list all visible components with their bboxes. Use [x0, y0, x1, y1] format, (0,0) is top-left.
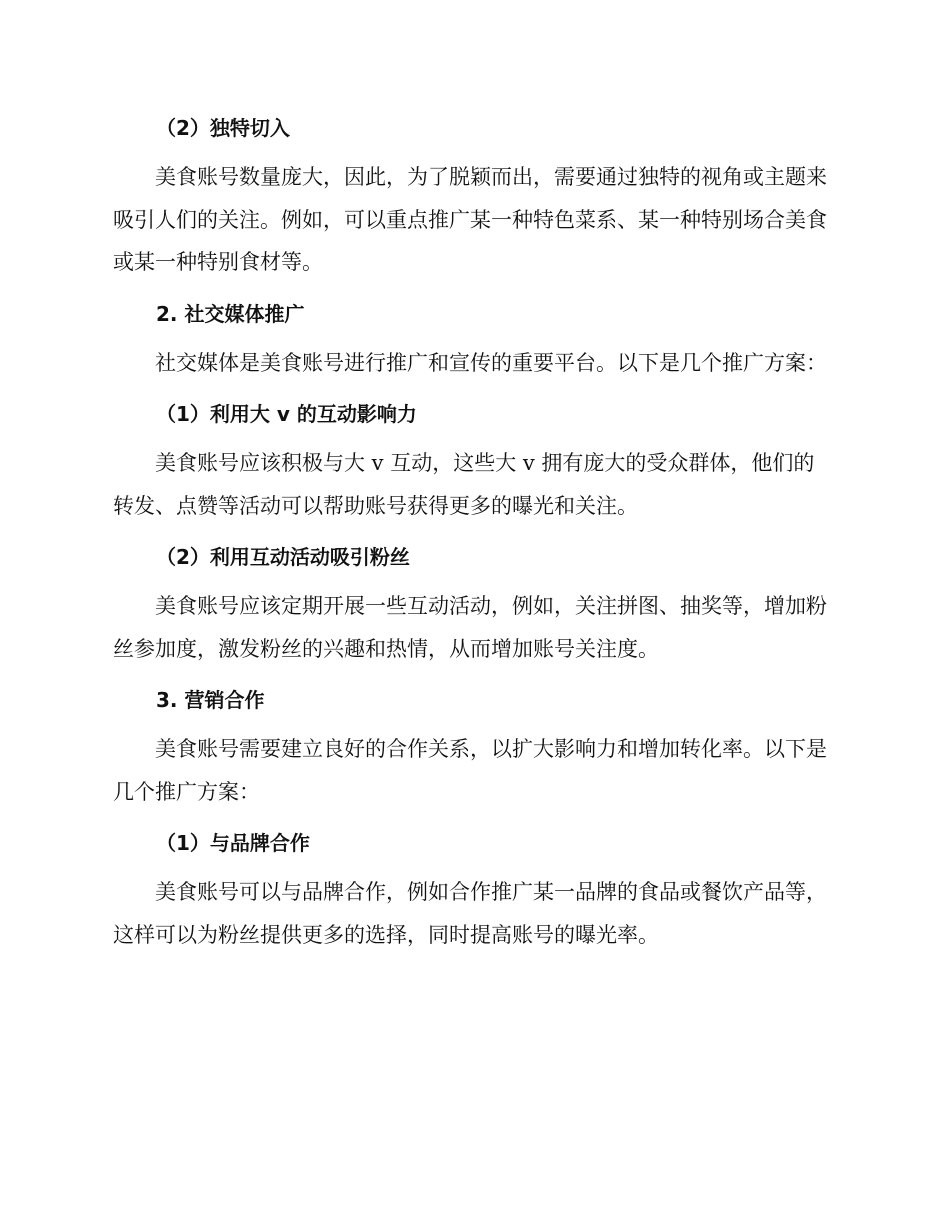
paragraph-brand-cooperation: 美食账号可以与品牌合作，例如合作推广某一品牌的食品或餐饮产品等，这样可以为粉丝提供更多的选择，同时提高账号的曝光率。 [113, 880, 827, 947]
paragraph-unique-angle: 美食账号数量庞大，因此，为了脱颖而出，需要通过独特的视角或主题来吸引人们的关注。例如，可以重点推广某一种特色菜系、某一种特别场合美食或某一种特别食材等。 [113, 165, 827, 274]
section-heading-marketing-cooperation: 3. 营销合作 [156, 688, 265, 712]
paragraph-influencer: 美食账号应该积极与大 v 互动，这些大 v 拥有庞大的受众群体，他们的转发、点赞等活动可以帮助账号获得更多的曝光和关注。 [113, 451, 815, 518]
section-heading-brand-cooperation: （1）与品牌合作 [156, 831, 310, 855]
section-heading-interactive-activities: （2）利用互动活动吸引粉丝 [156, 545, 410, 569]
paragraph-marketing-cooperation: 美食账号需要建立良好的合作关系，以扩大影响力和增加转化率。以下是几个推广方案： [113, 737, 827, 804]
section-heading-social-media: 2. 社交媒体推广 [156, 301, 305, 326]
section-heading-influencer: （1）利用大 v 的互动影响力 [156, 402, 417, 426]
document-body [113, 108, 830, 956]
paragraph-interactive-activities: 美食账号应该定期开展一些互动活动，例如，关注拼图、抽奖等，增加粉丝参加度，激发粉丝的兴趣和热情，从而增加账号关注度。 [113, 594, 827, 661]
paragraph-social-media: 社交媒体是美食账号进行推广和宣传的重要平台。以下是几个推广方案： [155, 350, 827, 375]
section-heading-unique-angle: （2）独特切入 [156, 116, 290, 140]
